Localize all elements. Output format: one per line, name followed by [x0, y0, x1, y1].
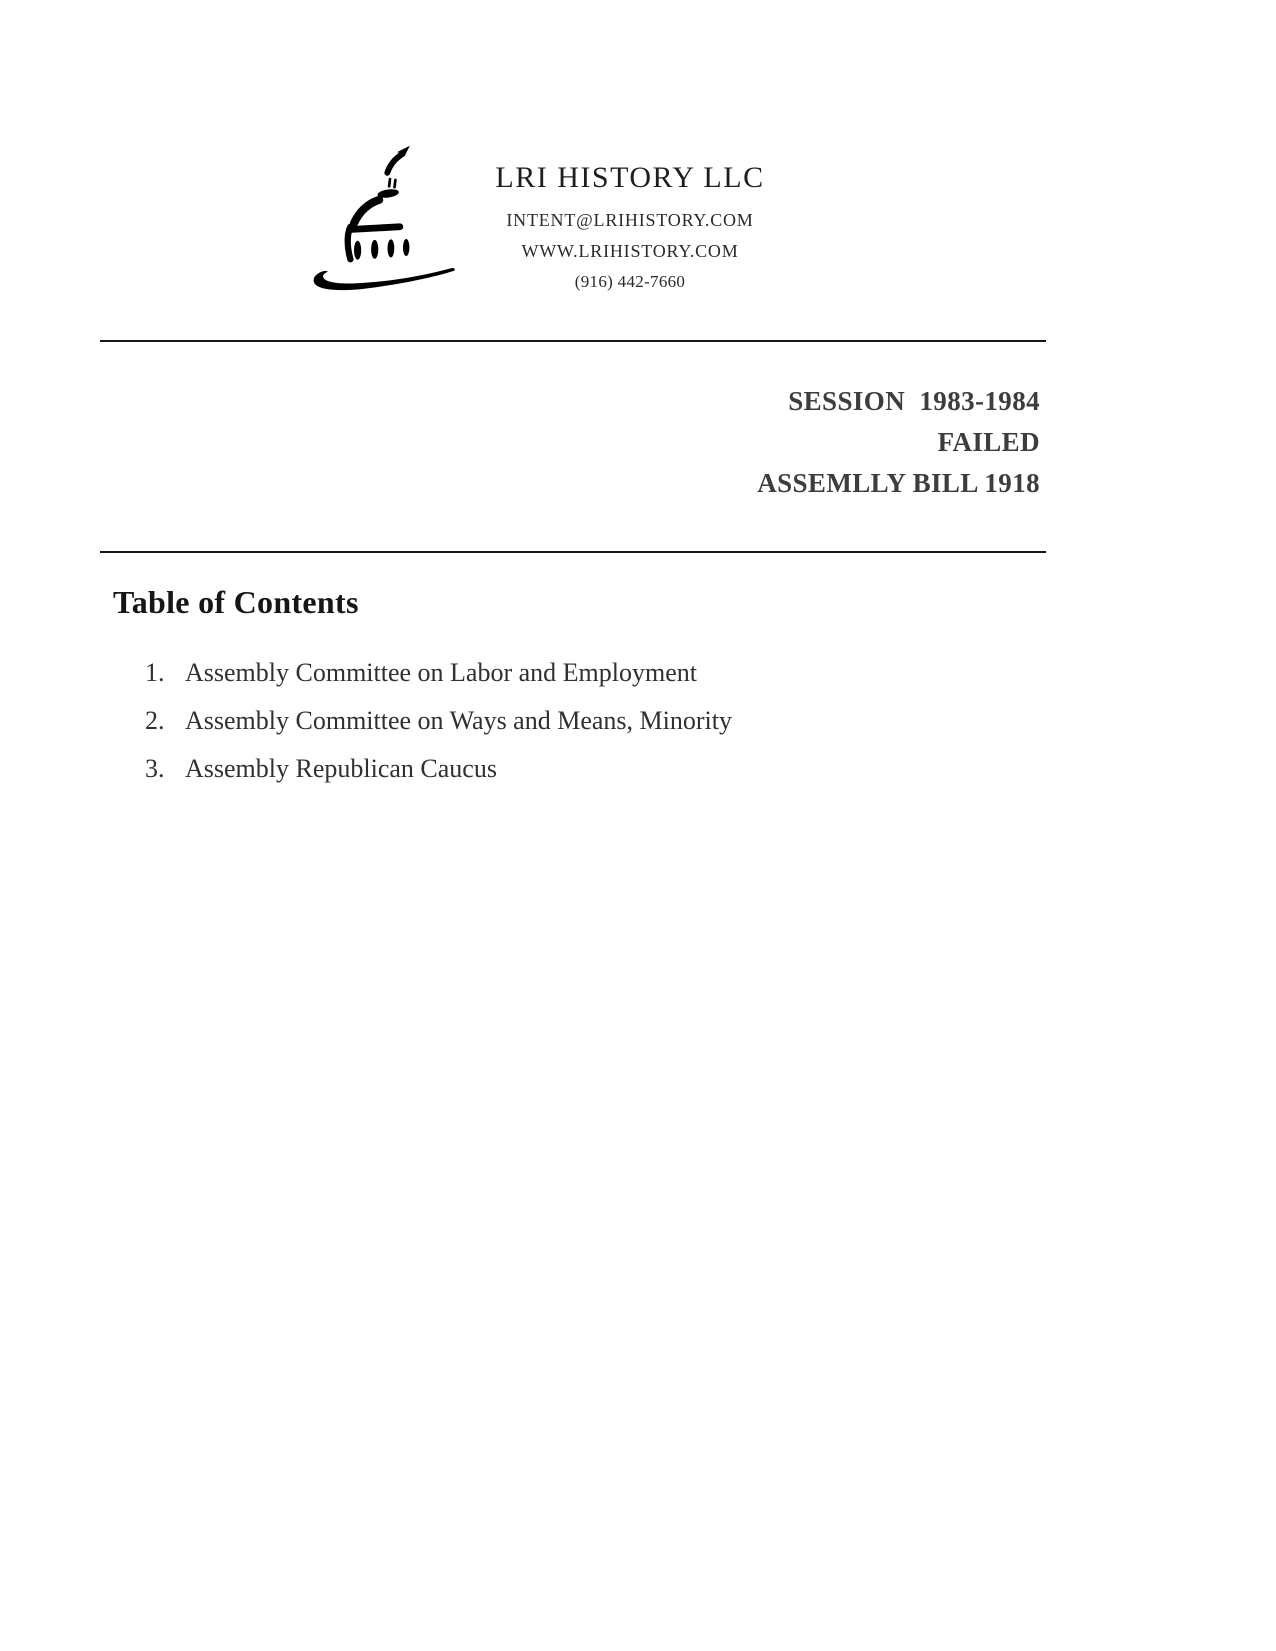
company-email: INTENT@LRIHISTORY.COM — [506, 210, 754, 230]
letterhead — [455, 160, 805, 294]
bill-label: ASSEMLLY BILL 1918 — [757, 468, 1040, 498]
toc-item — [145, 745, 732, 793]
company-name: LRI HISTORY LLC — [495, 161, 765, 194]
capitol-dome-logo-icon — [300, 136, 462, 296]
toc-item — [145, 697, 732, 745]
toc-heading: Table of Contents — [113, 584, 359, 620]
toc-item-number: 2. — [145, 706, 165, 735]
toc-list — [145, 649, 732, 793]
toc-item — [145, 649, 732, 697]
toc-item-label: Assembly Committee on Ways and Means, Minority — [185, 706, 732, 735]
toc-item-number: 3. — [145, 754, 165, 783]
session-label: SESSION 1983-1984 — [788, 386, 1040, 416]
toc-item-label: Assembly Republican Caucus — [185, 754, 497, 783]
company-website: WWW.LRIHISTORY.COM — [521, 241, 739, 261]
toc-item-label: Assembly Committee on Labor and Employment — [185, 658, 697, 687]
horizontal-rule-top — [100, 340, 1046, 342]
horizontal-rule-bottom — [100, 551, 1046, 553]
status-label: FAILED — [937, 427, 1040, 457]
toc-item-number: 1. — [145, 658, 165, 687]
case-info-block — [500, 381, 1040, 504]
company-phone: (916) 442-7660 — [574, 272, 686, 291]
